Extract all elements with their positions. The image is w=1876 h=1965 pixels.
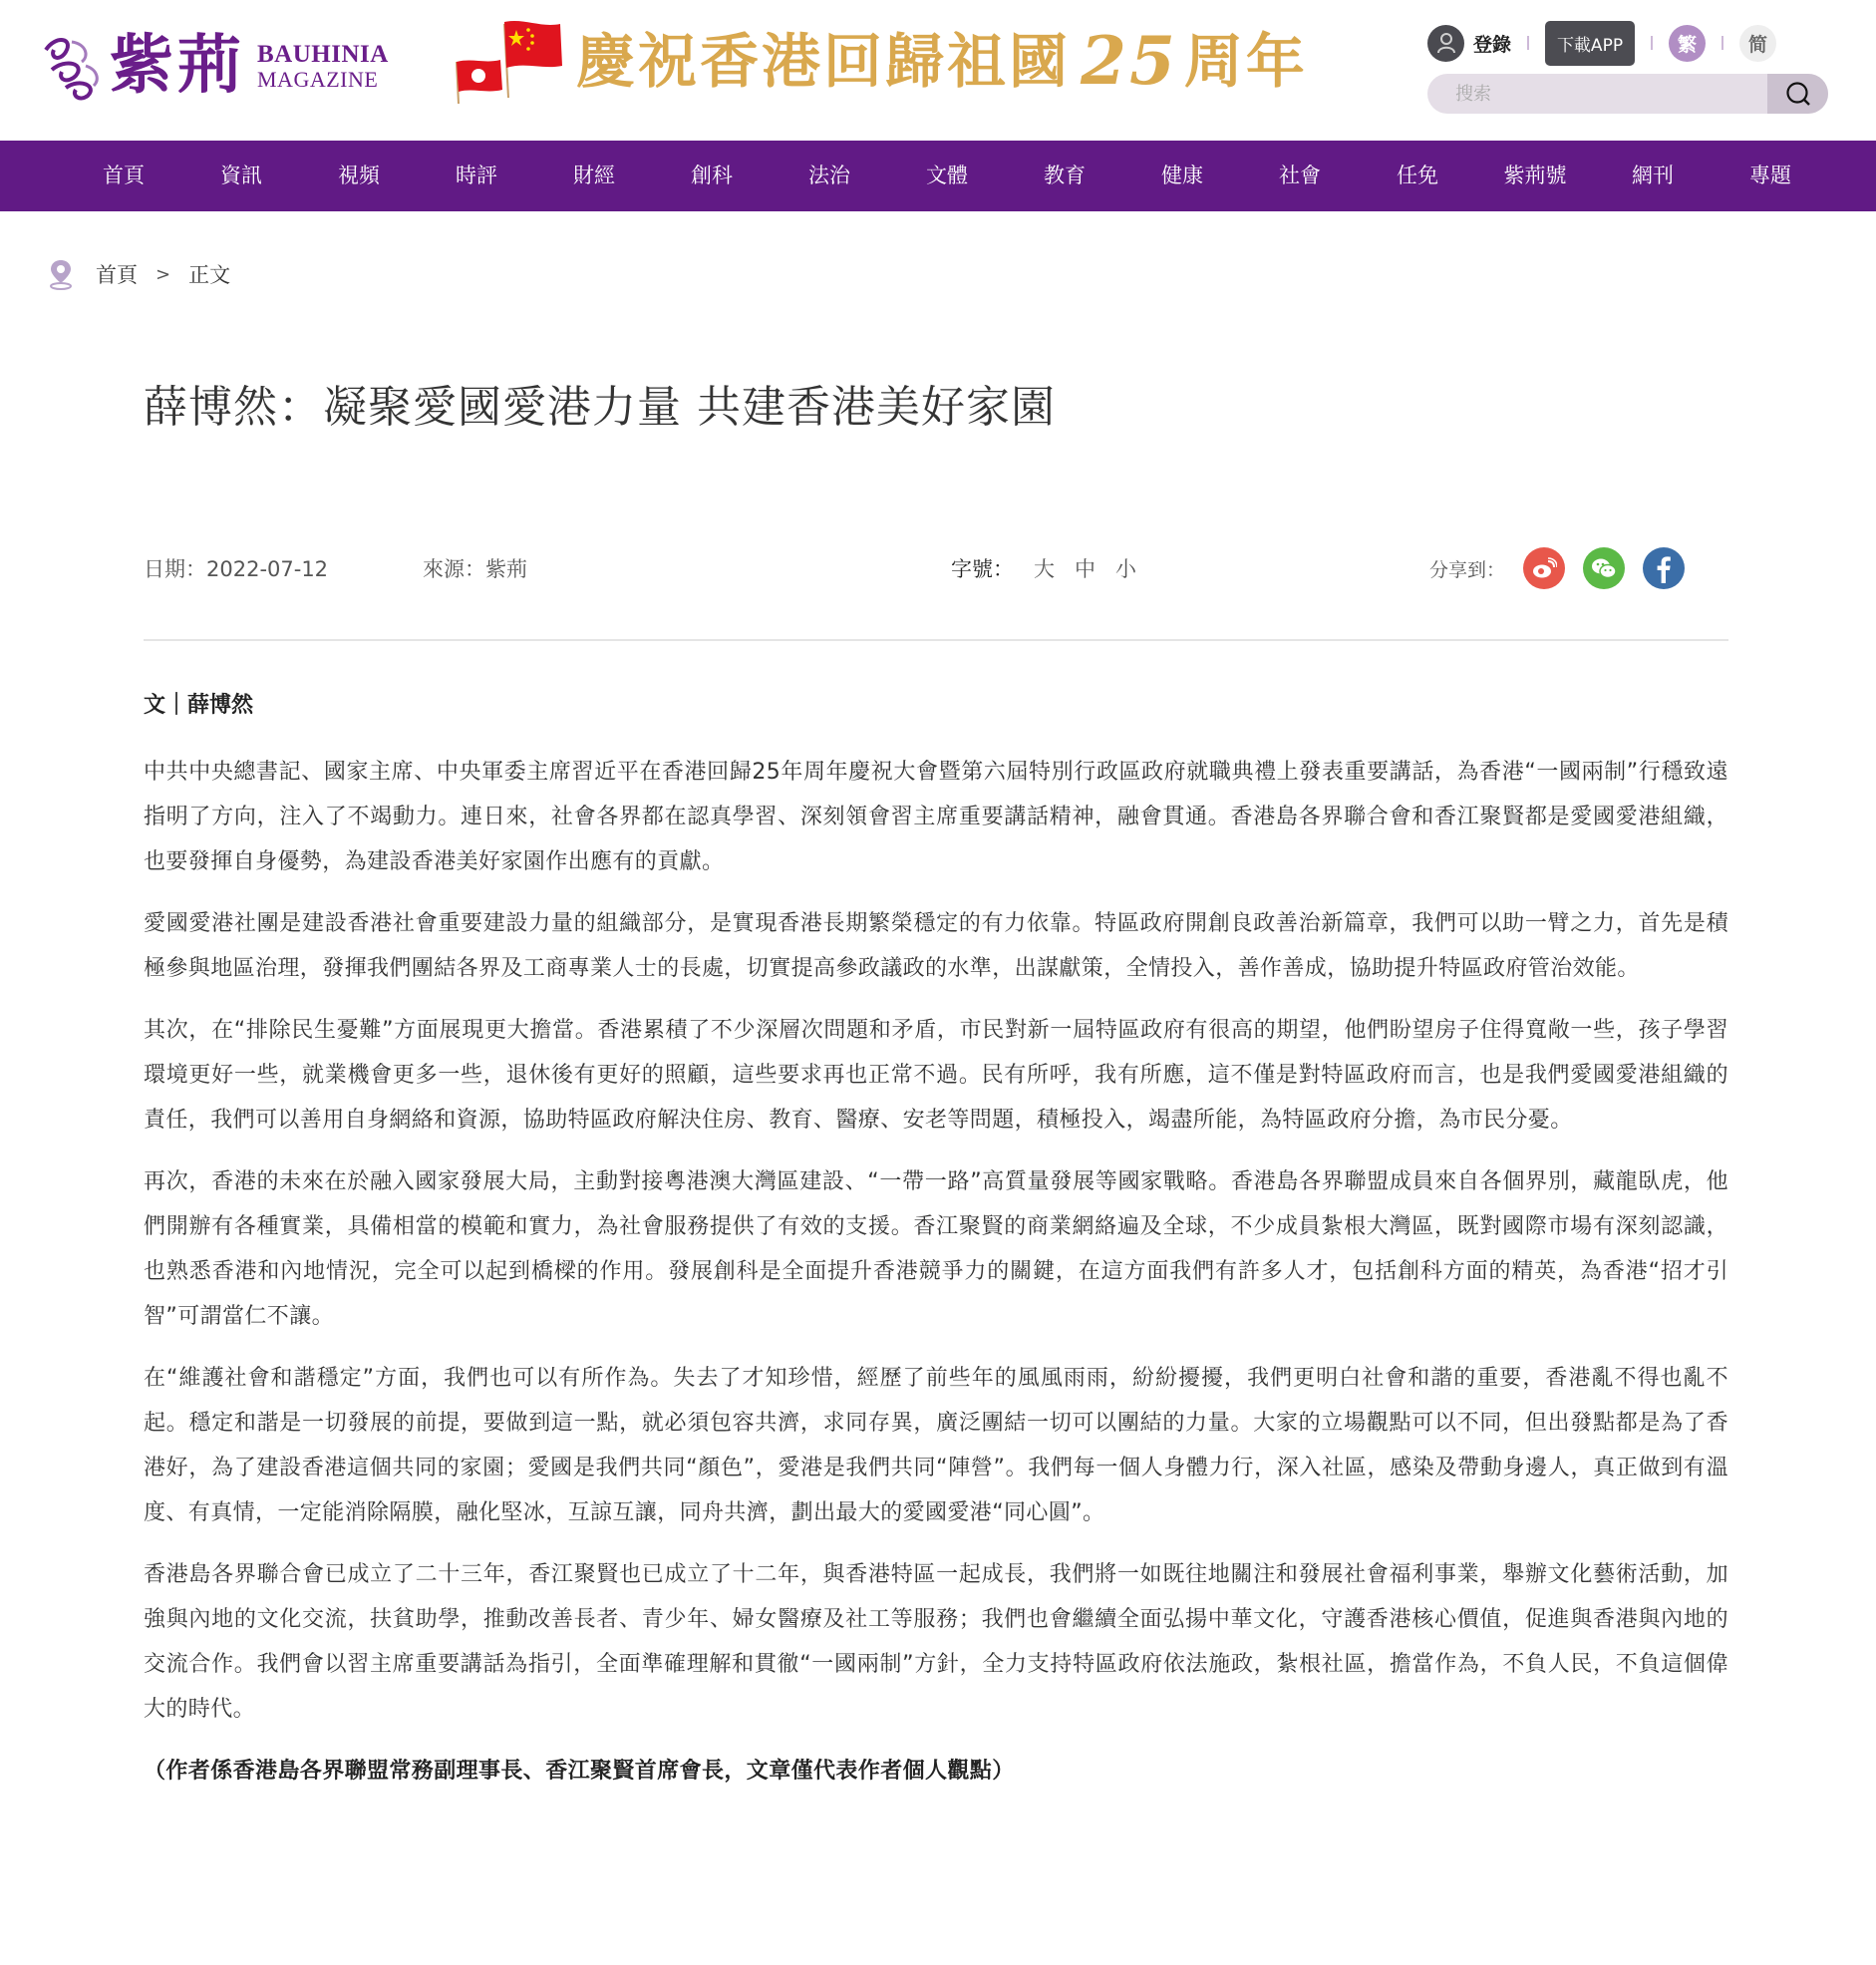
divider [1721,36,1723,50]
nav-item-e-magazine[interactable]: 網刊 [1632,164,1674,187]
nav-item-home[interactable]: 首頁 [103,164,145,187]
font-size-controls [951,553,1146,583]
publish-date: 日期：2022-07-12 [144,557,329,581]
bauhinia-logo[interactable] [36,28,389,104]
article-title: 薛博然：凝聚愛國愛港力量 共建香港美好家園 [144,382,1056,433]
banner-text: 慶祝香港回歸祖國 [576,26,1072,96]
paragraph: 其次，在“排除民生憂難”方面展現更大擔當。香港累積了不少深層次問題和矛盾，市民對新一屆特區政府有很高的期望，他們盼望房子住得寬敞一些，孩子學習環境更好一些，就業機會更多一些，退休後有更好的照顧，這些要求再也正常不過。民有所呼，我有所應，這不僅是對特區政府而言，也是我們愛國愛港組織的責任，我們可以善用自身網絡和資源，協助特區政府解決住房、教育、醫療、安老等問題，積極投入，竭盡所能，為特區政府分擔，為市民分憂。 [144,1018,1728,1133]
nav-item-culture-sports[interactable]: 文體 [926,164,968,187]
logo-english: BAUHINIA MAGAZINE [257,40,389,92]
font-size-small[interactable]: 小 [1115,557,1136,581]
meta-divider [144,639,1728,641]
user-icon [1427,25,1464,62]
anniversary-banner [445,18,1308,104]
traditional-chinese-toggle[interactable]: 繁 [1669,25,1706,62]
article-byline: 文｜薛博然 [144,693,254,718]
nav-item-health[interactable]: 健康 [1161,164,1203,187]
banner-text-suffix: 周年 [1183,26,1308,96]
author-note: （作者係香港島各界聯盟常務副理事長、香江聚賢首席會長，文章僅代表作者個人觀點） [144,1759,1015,1784]
bauhinia-flower-icon [36,30,106,102]
flags-icon [445,18,564,104]
nav-item-topics[interactable]: 專題 [1749,164,1791,187]
paragraph: 愛國愛港社團是建設香港社會重要建設力量的組織部分，是實現香港長期繁榮穩定的有力依靠。特區政府開創良政善治新篇章，我們可以助一臂之力，首先是積極參與地區治理，發揮我們團結各界及工商專業人士的長處，切實提高參政議政的水準，出謀獻策，全情投入，善作善成，協助提升特區政府管治效能。 [144,911,1728,981]
article-source: 來源：紫荊 [423,557,527,581]
nav-item-education[interactable]: 教育 [1044,164,1086,187]
search-icon [1785,81,1811,107]
nav-item-bauhinia-account[interactable]: 紫荊號 [1503,164,1567,187]
nav-item-society[interactable]: 社會 [1279,164,1321,187]
paragraph: 在“維護社會和諧穩定”方面，我們也可以有所作為。失去了才知珍惜，經歷了前些年的風風雨雨，紛紛擾擾，我們更明白社會和諧的重要，香港亂不得也亂不起。穩定和諧是一切發展的前提，要做到這一點，就必須包容共濟，求同存異，廣泛團結一切可以團結的力量。大家的立場觀點可以不同，但出發點都是為了香港好，為了建設香港這個共同的家園；愛國是我們共同“顏色”，愛港是我們共同“陣營”。我們每一個人身體力行，深入社區，感染及帶動身邊人，真正做到有溫度、有真情，一定能消除隔膜，融化堅冰，互諒互讓，同舟共濟，劃出最大的愛國愛港“同心圓”。 [144,1366,1728,1525]
main-nav [0,141,1876,211]
nav-item-finance[interactable]: 財經 [573,164,615,187]
breadcrumb [48,258,230,290]
header-tools [1427,20,1836,114]
paragraph: 香港島各界聯合會已成立了二十三年，香江聚賢也已成立了十二年，與香港特區一起成長，我們將一如既往地關注和發展社會福利事業，舉辦文化藝術活動，加強與內地的文化交流，扶貧助學，推動改善長者、青少年、婦女醫療及社工等服務；我們也會繼續全面弘揚中華文化，守護香港核心價值，促進與香港與內地的交流合作。我們會以習主席重要講話為指引，全面準確理解和貫徹“一國兩制”方針，全力支持特區政府依法施政，紮根社區，擔當作為，不負人民，不負這個偉大的時代。 [144,1562,1728,1722]
nav-item-appointments[interactable]: 任免 [1397,164,1438,187]
login-button[interactable] [1427,25,1511,62]
site-header [0,0,1876,141]
article [144,379,1729,1784]
font-size-medium[interactable]: 中 [1075,557,1095,581]
login-label: 登錄 [1473,33,1512,56]
logo-chinese: 紫荊 [110,28,245,103]
weibo-icon[interactable] [1523,547,1565,589]
font-size-label: 字號： [951,557,1014,581]
location-pin-icon [48,258,74,290]
paragraph: 再次，香港的未來在於融入國家發展大局，主動對接粵港澳大灣區建設、“一帶一路”高質量發展等國家戰略。香港島各界聯盟成員來自各個界別，藏龍臥虎，他們開辦有各種實業，具備相當的模範和實力，為社會服務提供了有效的支援。香江聚賢的商業網絡遍及全球，不少成員紮根大灣區，既對國際市場有深刻認識，也熟悉香港和內地情況，完全可以起到橋樑的作用。發展創科是全面提升香港競爭力的關鍵，在這方面我們有許多人才，包括創科方面的精英，為香港“招才引智”可謂當仁不讓。 [144,1169,1728,1329]
facebook-icon[interactable] [1643,547,1685,589]
divider [1527,36,1529,50]
banner-25-emblem: 25 [1081,22,1178,100]
breadcrumb-current: 正文 [188,263,231,287]
search-input[interactable] [1427,74,1767,114]
share-controls [1429,547,1685,589]
divider [1651,36,1653,50]
font-size-large[interactable]: 大 [1034,557,1055,581]
nav-item-news[interactable]: 資訊 [220,164,262,187]
search-bar [1427,74,1828,114]
search-button[interactable] [1767,74,1828,114]
share-label: 分享到： [1429,558,1506,581]
nav-item-innovation[interactable]: 創科 [691,164,733,187]
breadcrumb-home[interactable]: 首頁 [96,263,138,287]
article-meta [144,548,1728,588]
download-app-button[interactable]: 下載APP [1545,21,1635,66]
simplified-chinese-toggle[interactable]: 简 [1739,25,1776,62]
article-body [144,695,1728,1810]
breadcrumb-separator: > [156,263,171,285]
nav-item-law[interactable]: 法治 [808,164,850,187]
wechat-icon[interactable] [1583,547,1625,589]
paragraph: 中共中央總書記、國家主席、中央軍委主席習近平在香港回歸25年周年慶祝大會暨第六屆特別行政區政府就職典禮上發表重要講話，為香港“一國兩制”行穩致遠指明了方向，注入了不竭動力。連日來，社會各界都在認真學習、深刻領會習主席重要講話精神，融會貫通。香港島各界聯合會和香江聚賢都是愛國愛港組織，也要發揮自身優勢，為建設香港美好家園作出應有的貢獻。 [144,760,1729,874]
nav-item-commentary[interactable]: 時評 [456,164,497,187]
nav-item-video[interactable]: 視頻 [338,164,380,187]
